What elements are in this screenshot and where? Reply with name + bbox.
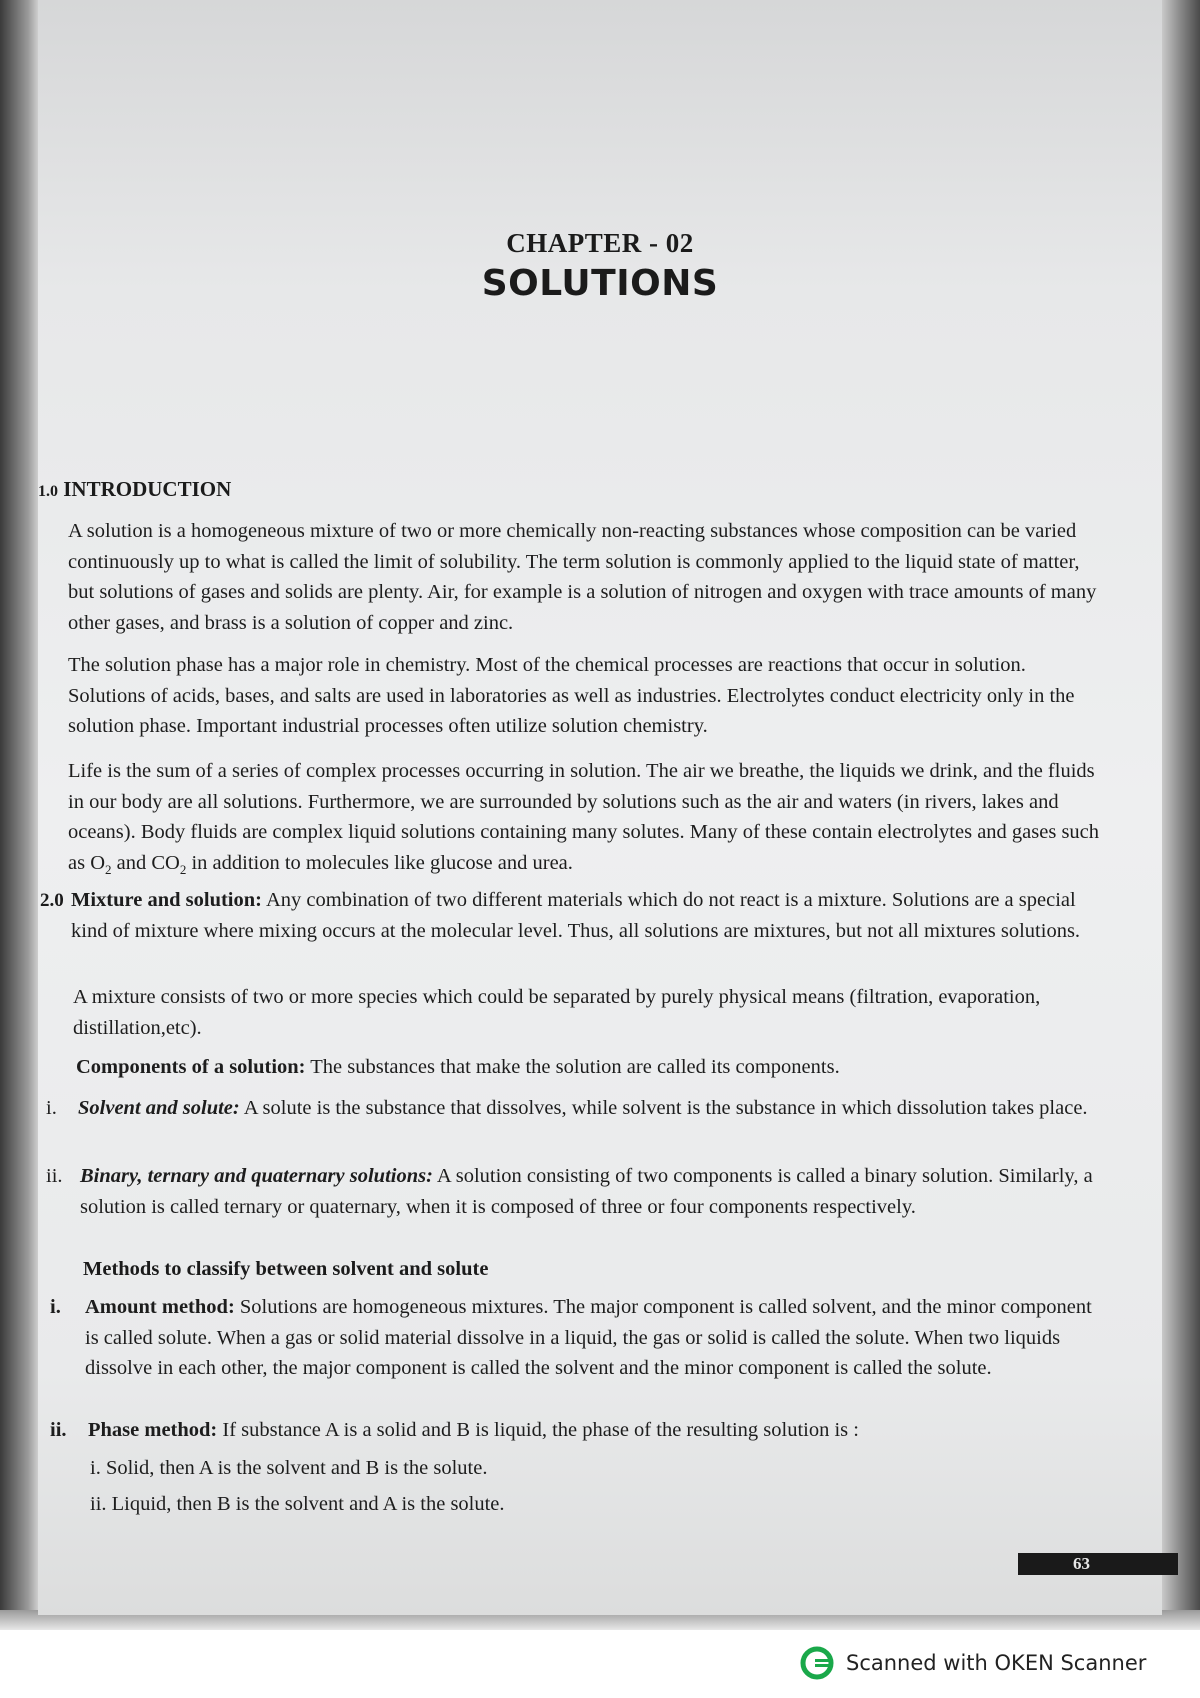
paragraph-text [68, 756, 1108, 885]
scanner-logo-icon [800, 1646, 834, 1680]
paragraph-text-part: Solutions are homogeneous mixtures. The major component is called solvent, and the minor component is called solute. When a gas or solid material dissolve in a liquid, the gas or solid is called the solute. When two liquids dissolve in each other, the major component is called the solvent and the minor component is called the solute. [85, 1296, 1092, 1379]
lead-term: Phase method: [88, 1419, 218, 1441]
methods-heading: Methods to classify between solvent and solute [83, 1258, 489, 1280]
lead-term: Amount method: [85, 1296, 235, 1318]
point-binary-ternary [80, 1161, 1108, 1222]
mixture-paragraph [71, 885, 1108, 946]
paragraph-text-part: If substance A is a solid and B is liquid, the phase of the resulting solution is : [217, 1419, 859, 1441]
phase-sub-item-1: i. Solid, then A is the solvent and B is the solute. [90, 1457, 488, 1479]
section-number: 1.0 [38, 483, 58, 500]
lead-term: Binary, ternary and quaternary solutions: [80, 1165, 433, 1187]
intro-paragraph-2 [68, 650, 1108, 742]
paragraph-text-part: in addition to molecules like glucose and urea. [186, 851, 573, 874]
book-page [38, 0, 1162, 1615]
chapter-number: CHAPTER - 02 [506, 228, 694, 258]
scanner-text: Scanned with OKEN Scanner [846, 1651, 1147, 1675]
scanner-watermark [800, 1643, 1146, 1683]
lead-term: Components of a solution: [76, 1056, 306, 1078]
paragraph-text [80, 1161, 1108, 1222]
mixture-paragraph-2 [73, 982, 1108, 1043]
method-marker: i. [50, 1296, 61, 1318]
paragraph-text-part: The substances that make the solution are called its components. [305, 1056, 840, 1078]
lead-term: Solvent and solute: [78, 1097, 240, 1119]
components-paragraph [76, 1052, 1106, 1083]
left-edge-shadow [0, 0, 40, 1625]
section-number-mixture: 2.0 [40, 890, 64, 911]
intro-paragraph-3 [68, 756, 1108, 885]
section-title: INTRODUCTION [63, 477, 232, 501]
paragraph-text: A mixture consists of two or more species which could be separated by purely physical means (filtration, evaporation, distillation,etc). [73, 986, 1041, 1039]
right-edge-shadow [1160, 0, 1200, 1625]
paragraph-text-part: A solute is the substance that dissolves, while solvent is the substance in which dissolution takes place. [239, 1097, 1088, 1119]
section-heading-introduction [38, 477, 231, 502]
subscript: 2 [179, 861, 187, 877]
point-solvent-solute [78, 1093, 1108, 1124]
paragraph-text [88, 1415, 1108, 1446]
page-number: 63 [1018, 1553, 1178, 1575]
lead-term: Mixture and solution: [71, 889, 262, 911]
paragraph-text-part: Any combination of two different materials which do not react is a mixture. Solutions are a special kind of mixture where mixing occurs at the molecular level. Thus, all solutions are mixtures, but not all mixtures solutions. [71, 889, 1081, 942]
paragraph-text [78, 1093, 1108, 1124]
paragraph-text: A solution is a homogeneous mixture of two or more chemically non-reacting substances whose composition can be varied continuously up to what is called the limit of solubility. The term solution is commonly applied to the liquid state of matter, but solutions of gases and solids are plenty. Air, for example is a solution of nitrogen and oxygen with trace amounts of many other gases, and brass is a solution of copper and zinc. [68, 520, 1097, 634]
intro-paragraph-1 [68, 516, 1108, 638]
method-phase [88, 1415, 1108, 1446]
method-marker: ii. [50, 1419, 67, 1441]
point-marker: i. [46, 1097, 57, 1119]
chapter-title: SOLUTIONS [481, 263, 719, 304]
paragraph-text-part: A solution consisting of two components is called a binary solution. Similarly, a solution is called ternary or quaternary, when it is composed of three or four components respectively. [80, 1165, 1093, 1218]
paragraph-text [85, 1292, 1108, 1384]
paragraph-text [71, 885, 1108, 946]
subscript: 2 [105, 861, 112, 877]
phase-sub-item-2: ii. Liquid, then B is the solvent and A is the solute. [90, 1493, 505, 1515]
method-amount [85, 1292, 1108, 1384]
paragraph-text [76, 1052, 1106, 1083]
paragraph-text: The solution phase has a major role in chemistry. Most of the chemical processes are reactions that occur in solution. Solutions of acids, bases, and salts are used in laboratories as well as industries. Electrolytes conduct electricity only in the solution phase. Important industrial processes often utilize solution chemistry. [68, 654, 1075, 737]
paragraph-text-part: Life is the sum of a series of complex processes occurring in solution. The air we breathe, the liquids we drink, and the fluids in our body are all solutions. Furthermore, we are surrounded by solutions such as the air and waters (in rivers, lakes and oceans). Body fluids are complex liquid solutions containing many solutes. Many of these contain electrolytes and gases such as O [68, 760, 1100, 874]
point-marker: ii. [46, 1165, 63, 1187]
paragraph-text-part: and CO [111, 851, 180, 874]
